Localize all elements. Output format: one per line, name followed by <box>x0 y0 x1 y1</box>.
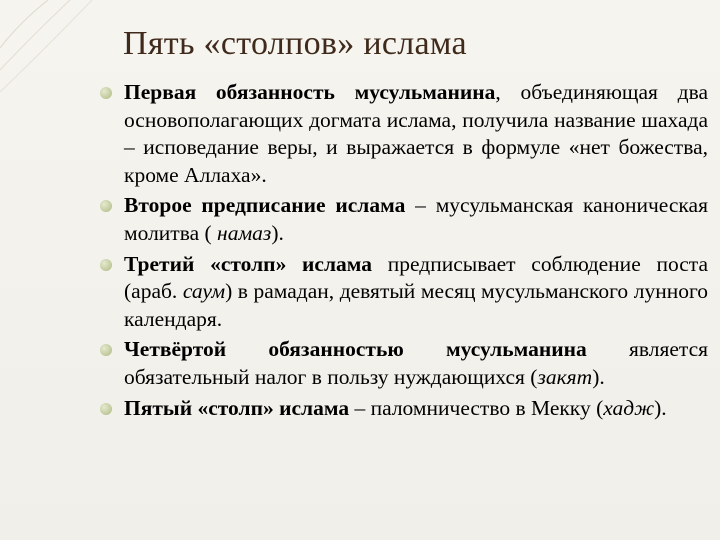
bullet-item-zakat <box>124 336 708 391</box>
bullet-italic-term: закят <box>537 364 593 389</box>
bullet-text: ) в рамадан, девятый месяц мусульманского лунного календаря. <box>124 279 709 331</box>
bullet-bold-text: Четвёртой обязанностью мусульманина <box>124 337 587 362</box>
corner-decoration <box>0 0 110 110</box>
bullet-italic-term: саум <box>182 279 226 304</box>
bullet-bold-text: Первая обязанность мусульманина <box>124 80 496 104</box>
bullet-item-namaz <box>124 192 708 247</box>
bullet-bold-text: Пятый «столп» ислама <box>124 395 350 420</box>
bullet-item-shahada <box>124 79 708 189</box>
bullet-text: – мусульманская каноническая молитва ( <box>124 193 708 245</box>
bullet-dot-icon <box>100 87 112 99</box>
bullet-text: является обязательный налог в пользу нуждающихся ( <box>124 337 709 389</box>
bullet-item-hajj <box>124 395 708 423</box>
bullet-text: – паломничество в Мекку ( <box>349 395 604 420</box>
bullet-italic-term: хадж <box>603 395 655 420</box>
bullet-text: предписывает соблюдение поста (араб. <box>124 251 708 304</box>
slide-title: Пять «столпов» ислама <box>123 25 467 62</box>
bullet-dot-icon <box>100 403 112 415</box>
bullet-italic-term: намаз <box>217 220 272 245</box>
bullet-text: ). <box>271 220 284 245</box>
bullet-bold-text: Третий «столп» ислама <box>124 251 373 276</box>
bullet-text: , объединяющая два основополагающих догмата ислама, получила название шахада – исповедание веры, и выражается в формуле «нет божества, кроме Аллаха». <box>124 80 708 187</box>
bullet-text: ). <box>654 395 667 420</box>
bullet-list <box>124 79 708 425</box>
bullet-bold-text: Второе предписание ислама <box>124 193 406 218</box>
bullet-text: ). <box>592 364 605 389</box>
bullet-dot-icon <box>100 259 112 271</box>
bullet-item-saum <box>124 251 708 334</box>
